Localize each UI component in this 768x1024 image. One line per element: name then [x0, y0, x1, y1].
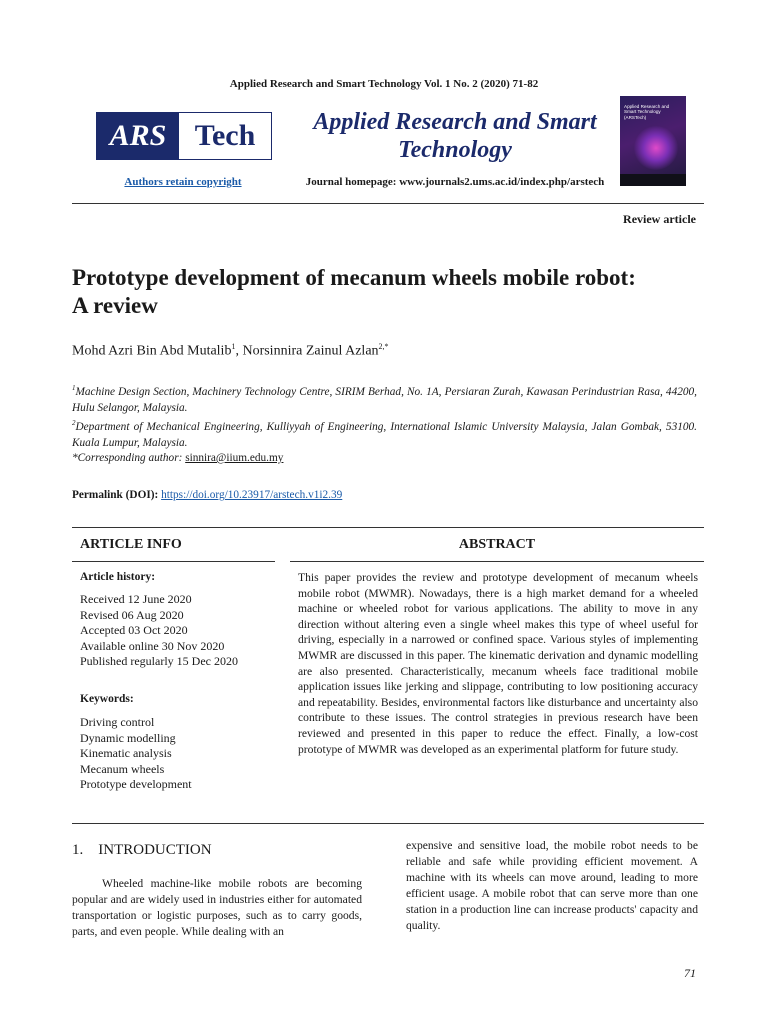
author-2-affil: 2,*: [378, 342, 389, 351]
introduction-heading: 1. INTRODUCTION: [72, 842, 212, 858]
doi-label: Permalink (DOI):: [72, 489, 162, 501]
keyword-item: Dynamic modelling: [80, 730, 176, 745]
permalink-doi: [72, 489, 342, 501]
abstract-underline: [290, 561, 704, 562]
keyword-item: Kinematic analysis: [80, 746, 172, 760]
history-list: [80, 592, 238, 670]
keyword-item: Prototype development: [80, 777, 192, 791]
affiliation-1: [72, 380, 697, 416]
page-number: 71: [684, 966, 696, 980]
article-title: [72, 264, 712, 320]
introduction-left-column: Wheeled machine-like mobile robots are becoming popular and are widely used in industries either for automated transportation or logistic purposes, such as to carry goods, parts, and even people. While dealing with an: [72, 877, 362, 938]
abstract-heading: ABSTRACT: [458, 537, 536, 552]
article-info-underline: [72, 561, 275, 562]
author-1: Mohd Azri Bin Abd Mutalib: [72, 343, 232, 359]
journal-homepage[interactable]: Journal homepage: www.journals2.ums.ac.id/index.php/arstech: [305, 176, 605, 188]
info-top-divider: [72, 527, 704, 528]
author-2: Norsinnira Zainul Azlan: [242, 343, 379, 359]
keyword-item: Driving control: [80, 715, 155, 729]
logo-ars-text: ARS: [97, 113, 179, 159]
journal-cover-image: [620, 96, 686, 186]
affiliation-2-text: Department of Mechanical Engineering, Kulliyyah of Engineering, International Islamic University Malaysia, Jalan Gombak, 53100. Kuala Lumpur, Malaysia.: [72, 420, 697, 449]
cover-footer-band: [620, 174, 686, 186]
header-divider: [72, 203, 704, 204]
keyword-item: Mecanum wheels: [80, 761, 165, 776]
history-heading: Article history:: [80, 571, 156, 583]
title-line-1: Prototype development of mecanum wheels mobile robot:: [72, 265, 636, 290]
keywords-list: [80, 715, 192, 793]
author-1-affil: 1: [231, 342, 236, 351]
title-line-2: A review: [72, 293, 158, 318]
history-item: Revised 06 Aug 2020: [80, 607, 184, 622]
copyright-link[interactable]: Authors retain copyright: [124, 176, 242, 188]
history-item: Available online 30 Nov 2020: [80, 638, 225, 653]
history-item: Received 12 June 2020: [80, 592, 192, 606]
cover-title: Applied Research and Smart Technology (ARSTech): [624, 104, 670, 120]
corresponding-label: *Corresponding author:: [72, 452, 186, 464]
cover-graphic: [634, 126, 678, 170]
logo-tech-text: Tech: [194, 119, 256, 152]
journal-title: Applied Research and Smart Technology: [313, 109, 597, 163]
affiliation-1-marker: 1: [72, 384, 76, 392]
corresponding-email[interactable]: sinnira@iium.edu.my: [185, 452, 284, 464]
author-separator: ,: [235, 343, 243, 359]
journal-citation-line: Applied Research and Smart Technology Vol. 1 No. 2 (2020) 71-82: [229, 78, 539, 90]
history-item: Published regularly 15 Dec 2020: [80, 654, 238, 668]
article-info-heading: ARTICLE INFO: [80, 537, 182, 552]
journal-logo: [96, 112, 272, 160]
doi-link[interactable]: https://doi.org/10.23917/arstech.v1i2.39: [161, 489, 343, 501]
abstract-bottom-divider: [72, 823, 704, 824]
introduction-right-column: expensive and sensitive load, the mobile robot needs to be reliable and safe while providing efficient movement. A machine with its wheels can move around, leading to more efficient usage. A mobile robot that can serve more than one station in a production line can increase products' capacity and quality.: [406, 839, 698, 932]
author-list: [72, 342, 389, 360]
corresponding-author: [72, 452, 283, 464]
keywords-heading: Keywords:: [80, 693, 134, 705]
abstract-text: This paper provides the review and prototype development of mecanum wheels mobile robot (MWMR). Nowadays, there is a high market demand for a wheeled machine or wheeled robot for various applications. The ability to move in any direction without altering even a single wheel makes this type of wheel useful for driving, especially in a narrowed or confined space. Various styles of implementing MWMR are discussed in this paper. The kinematic derivation and dynamic modelling are also presented. Characteristically, mecanum wheels face traditional mobile application issues like jerking and slippage, contributing to low positioning accuracy and repeatability. Besides, environmental factors like disturbance and uncertainty also contribute to these issues. The control strategies in previous research have been reviewed and presented in this paper to reduce the effect. Finally, a low-cost prototype of MWMR was developed as an experimental platform for future study.: [298, 571, 698, 756]
affiliation-2: [72, 415, 697, 451]
affiliation-1-text: Machine Design Section, Machinery Technology Centre, SIRIM Berhad, No. 1A, Persiaran Zurah, Kawasan Perindustrian Rasa, 44200, Hulu Selangor, Malaysia.: [72, 385, 697, 414]
affiliation-2-marker: 2: [72, 419, 76, 427]
history-item: Accepted 03 Oct 2020: [80, 623, 188, 637]
article-type: Review article: [623, 212, 696, 226]
